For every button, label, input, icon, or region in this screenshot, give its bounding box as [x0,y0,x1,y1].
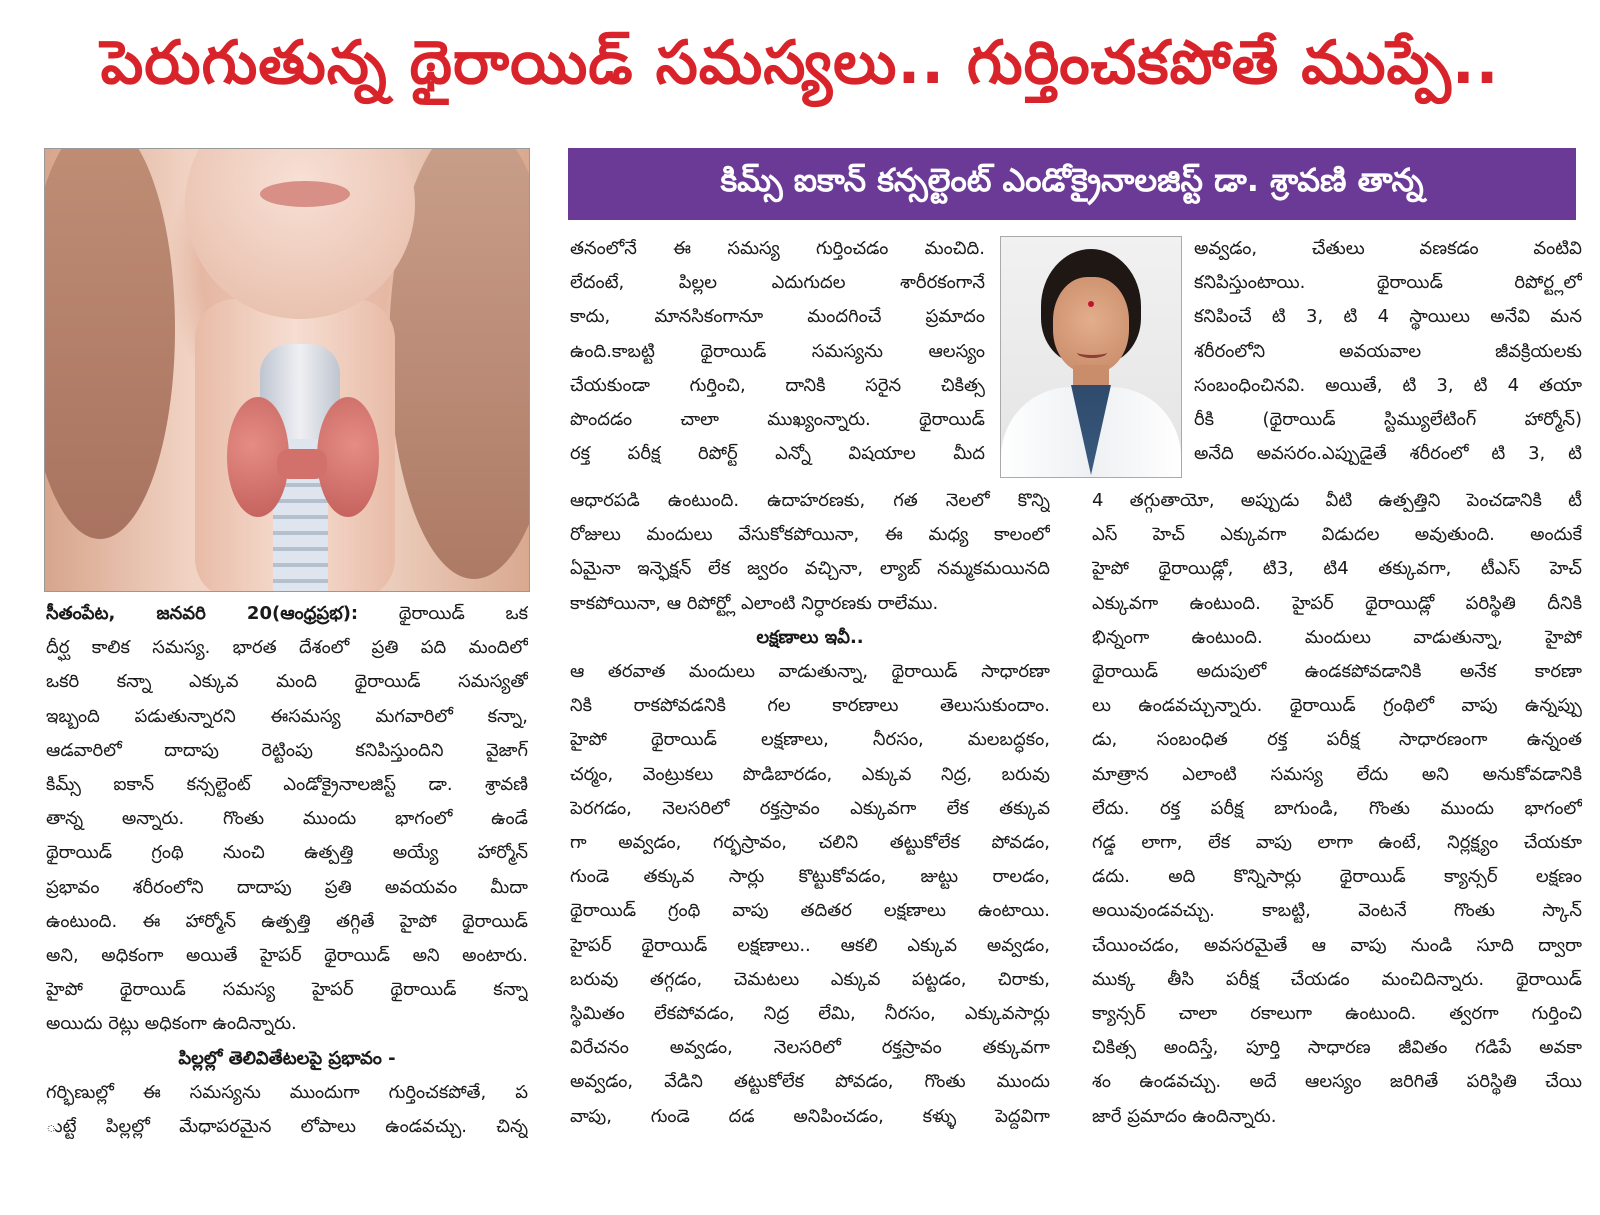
article-line: పెరగడం, నెలసరిలో రక్తస్రావం ఎక్కువగా లేక తక్కువ [570,797,1050,819]
article-line: పొందడం చాలా ముఖ్యంన్నారు. థైరాయిడ్ [570,409,985,431]
article-line: ఆడవారిలో దాదాపు రెట్టింపు కనిపిస్తుందిని వైజాగ్ [46,739,528,761]
article-line: ఆ తరవాత మందులు వాడుతున్నా, థైరాయిడ్ సాధారణా [570,661,1050,683]
article-line: సీతంపేట, జనవరి 20(ఆంధ్రప్రభ): థైరాయిడ్ ఒక [46,603,528,624]
article-line: అయిదు రెట్లు అధికంగా ఉందిన్నారు. [46,1013,297,1035]
article-line: హైపో థైరాయిడ్ సమస్య హైపర్ థైరాయిడ్ కన్నా [46,979,528,1001]
article-line: జారే ప్రమాదం ఉందిన్నారు. [1092,1105,1277,1127]
article-line: శం ఉండవచ్చు. అదే ఆలస్యం జరిగితే పరిస్థితి చేయి [1092,1071,1582,1093]
dateline: సీతంపేట, జనవరి 20(ఆంధ్రప్రభ): [46,603,359,624]
article-line: లేదు. రక్త పరీక్ష బాగుండి, గొంతు ముందు భాగంలో [1092,797,1582,819]
article-line: బరువు తగ్గడం, చెమటలు ఎక్కువ పట్టడం, చిరాకు, [570,968,1050,990]
article-line: డు, సంబంధిత రక్త పరీక్ష సాధారణంగా ఉన్నంత [1092,729,1582,751]
article-line: గడ్డ లాగా, లేక వాపు లాగా ఉంటే, నిర్లక్ష్యం చేయకూ [1092,832,1582,854]
article-line: వాపు, గుండె దడ అనిపించడం, కళ్ళు పెద్దవిగా [570,1105,1050,1127]
article-column-3 [1092,484,1582,1134]
article-line: హైపో థైరాయిడ్లో, టి3, టి4 తక్కువగా, టీఎస్ హెచ్ [1092,558,1582,580]
article-line: డదు. అది కొన్నిసార్లు థైరాయిడ్ క్యాన్సర్ లక్షణం [1092,866,1582,888]
article-line: చేయించడం, అవసరమైతే ఆ వాపు నుండి సూది ద్వారా [1092,934,1582,956]
article-line: కిమ్స్ ఐకాన్ కన్సల్టెంట్ ఎండోక్రైనాలజిస్ట్ డా. శ్రావణి [46,774,528,796]
article-line: 4 తగ్గుతాయో, అప్పుడు వీటి ఉత్పత్తిని పెంచడానికి టీ [1092,490,1582,511]
article-column-2 [570,484,1050,1134]
article-line: ఆధారపడి ఉంటుంది. ఉదాహరణకు, గత నెలలో కొన్ని [570,490,1050,511]
article-line: ఒకరి కన్నా ఎక్కువ మంది థైరాయిడ్ సమస్యతో [46,671,528,693]
byline-banner: కిమ్స్ ఐకాన్ కన్సల్టెంట్ ఎండోక్రైనాలజిస్ట్ డా. శ్రావణి తాన్న [568,148,1576,220]
article-line: స్థిమితం లేకపోవడం, నిద్ర లేమి, నీరసం, ఎక్కువసార్లు [570,1003,1050,1025]
article-line: ప్రభావం శరీరంలోని దాదాపు ప్రతి అవయవం మీదా [46,876,528,898]
subheading: పిల్లల్లో తెలివితేటలపై ప్రభావం - [178,1047,396,1069]
article-line: అనేది అవసరం.ఎప్పుడైతే శరీరంలో టి 3, టి [1194,443,1582,465]
article-line: థైరాయిడ్ గ్రంథి వాపు తదితర లక్షణాలు ఉంటాయి. [570,900,1050,922]
article-line: లేదంటే, పిల్లల ఎదుగుదల శారీరకంగానే [570,272,985,294]
article-line: తనంలోనే ఈ సమస్య గుర్తించడం మంచిది. [570,238,985,259]
article-line: రక్త పరీక్ష రిపోర్ట్ ఎన్నో విషయాల మీద [570,443,985,465]
article-line: సంబంధించినవి. అయితే, టి 3, టి 4 తయా [1194,374,1582,396]
article-column-3-top [1194,232,1582,471]
article-line: తాన్న అన్నారు. గొంతు ముందు భాగంలో ఉండే [46,808,528,830]
article-line: చేయకుండా గుర్తించి, దానికి సరైన చికిత్స [570,374,985,396]
headline: పెరుగుతున్న థైరాయిడ్ సమస్యలు.. గుర్తించకపోతే ముప్పే.. [100,28,1500,98]
article-line: థైరాయిడ్ గ్రంథి నుంచి ఉత్పత్తి అయ్యే హార్మోన్ [46,842,528,864]
article-line: చికిత్స అందిస్తే, పూర్తి సాధారణ జీవితం గడిపే అవకా [1092,1037,1582,1059]
article-line: ఇబ్బంది పడుతున్నారని ఈసమస్య మగవారిలో కన్నా, [46,705,528,727]
article-line: హైపో థైరాయిడ్ లక్షణాలు, నీరసం, మలబద్ధకం, [570,729,1050,751]
article-line: అని, అధికంగా అయితే హైపర్ థైరాయిడ్ అని అంటారు. [46,945,528,967]
article-line: దీర్ఘ కాలిక సమస్య. భారత దేశంలో ప్రతి పది మందిలో [46,637,528,659]
article-line: క్యాన్సర్ చాలా రకాలుగా ఉంటుంది. త్వరగా గుర్తించి [1092,1003,1582,1025]
article-line: కాకపోయినా, ఆ రిపోర్ట్లో ఎలాంటి నిర్ధారణకు రాలేము. [570,592,939,614]
article-line: ఏమైనా ఇన్ఫెక్షన్ లేక జ్వరం వచ్చినా, ల్యాబ్ నమ్మకమయినది [570,558,1050,580]
article-line: ుట్టే పిల్లల్లో మేధాపరమైన లోపాలు ఉండవచ్చు. చిన్న [46,1116,528,1138]
doctor-photo [1000,236,1182,478]
article-line: శరీరంలోని అవయవాల జీవక్రియలకు [1194,340,1582,362]
article-line: ఉంటుంది. ఈ హార్మోన్ ఉత్పత్తి తగ్గితే హైపో థైరాయిడ్ [46,910,528,932]
article-line: అవ్వడం, చేతులు వణకడం వంటివి [1194,238,1582,259]
article-column-2-top [570,232,985,471]
thyroid-illustration [44,148,530,592]
article-line: గా అవ్వడం, గర్భస్రావం, చలిని తట్టుకోలేక పోవడం, [570,832,1050,854]
article-line: రోజులు మందులు వేసుకోకపోయినా, ఈ మధ్య కాలంలో [570,524,1050,546]
article-column-1 [46,597,528,1144]
article-line: నికి రాకపోవడనికి గల కారణాలు తెలుసుకుందాం. [570,695,1050,717]
article-line: కాదు, మానసికంగానూ మందగించే ప్రమాదం [570,306,985,328]
article-line: ఎస్ హెచ్ ఎక్కువగా విడుదల అవుతుంది. అందుకే [1092,524,1582,546]
article-line: థైరాయిడ్ అదుపులో ఉండకపోవడానికి అనేక కారణా [1092,661,1582,683]
article-line: కనిపిస్తుంటాయి. థైరాయిడ్ రిపోర్ట్లలో [1194,272,1582,294]
article-line: విరేచనం అవ్వడం, నెలసరిలో రక్తస్రావం తక్కువగా [570,1037,1050,1059]
article-line: కనిపించే టి 3, టి 4 స్థాయిలు అనేవి మన [1194,306,1582,328]
article-line: మాత్రాన ఎలాంటి సమస్య లేదు అని అనుకోవడానికి [1092,763,1582,785]
article-line: హైపర్ థైరాయిడ్ లక్షణాలు.. ఆకలి ఎక్కువ అవ్వడం, [570,934,1050,956]
article-line: రీకి (థైరాయిడ్ స్టిమ్యులేటింగ్ హార్మోన్) [1194,409,1582,431]
article-line: లు ఉండవచ్చున్నారు. థైరాయిడ్ గ్రంథిలో వాపు ఉన్నప్పు [1092,695,1582,717]
article-line: గర్భిణుల్లో ఈ సమస్యను ముందుగా గుర్తించకపోతే, ప [46,1081,528,1103]
article-line: గుండె తక్కువ సార్లు కొట్టుకోవడం, జుట్టు రాలడం, [570,866,1050,888]
article-line: ఎక్కువగా ఉంటుంది. హైపర్ థైరాయిడ్లో పరిస్థితి దీనికి [1092,592,1582,614]
article-line: చర్మం, వెంట్రుకలు పొడిబారడం, ఎక్కువ నిద్ర, బరువు [570,763,1050,785]
article-line: ముక్క తీసి పరీక్ష చేయడం మంచిదిన్నారు. థైరాయిడ్ [1092,968,1582,990]
article-line: భిన్నంగా ఉంటుంది. మందులు వాడుతున్నా, హైపో [1092,626,1582,648]
article-line: అయివుండవచ్చు. కాబట్టి, వెంటనే గొంతు స్కాన్ [1092,900,1582,922]
article-line: అవ్వడం, వేడిని తట్టుకోలేక పోవడం, గొంతు ముందు [570,1071,1050,1093]
subheading: లక్షణాలు ఇవీ.. [756,626,864,648]
article-line: ఉంది.కాబట్టి థైరాయిడ్ సమస్యను ఆలస్యం [570,340,985,362]
